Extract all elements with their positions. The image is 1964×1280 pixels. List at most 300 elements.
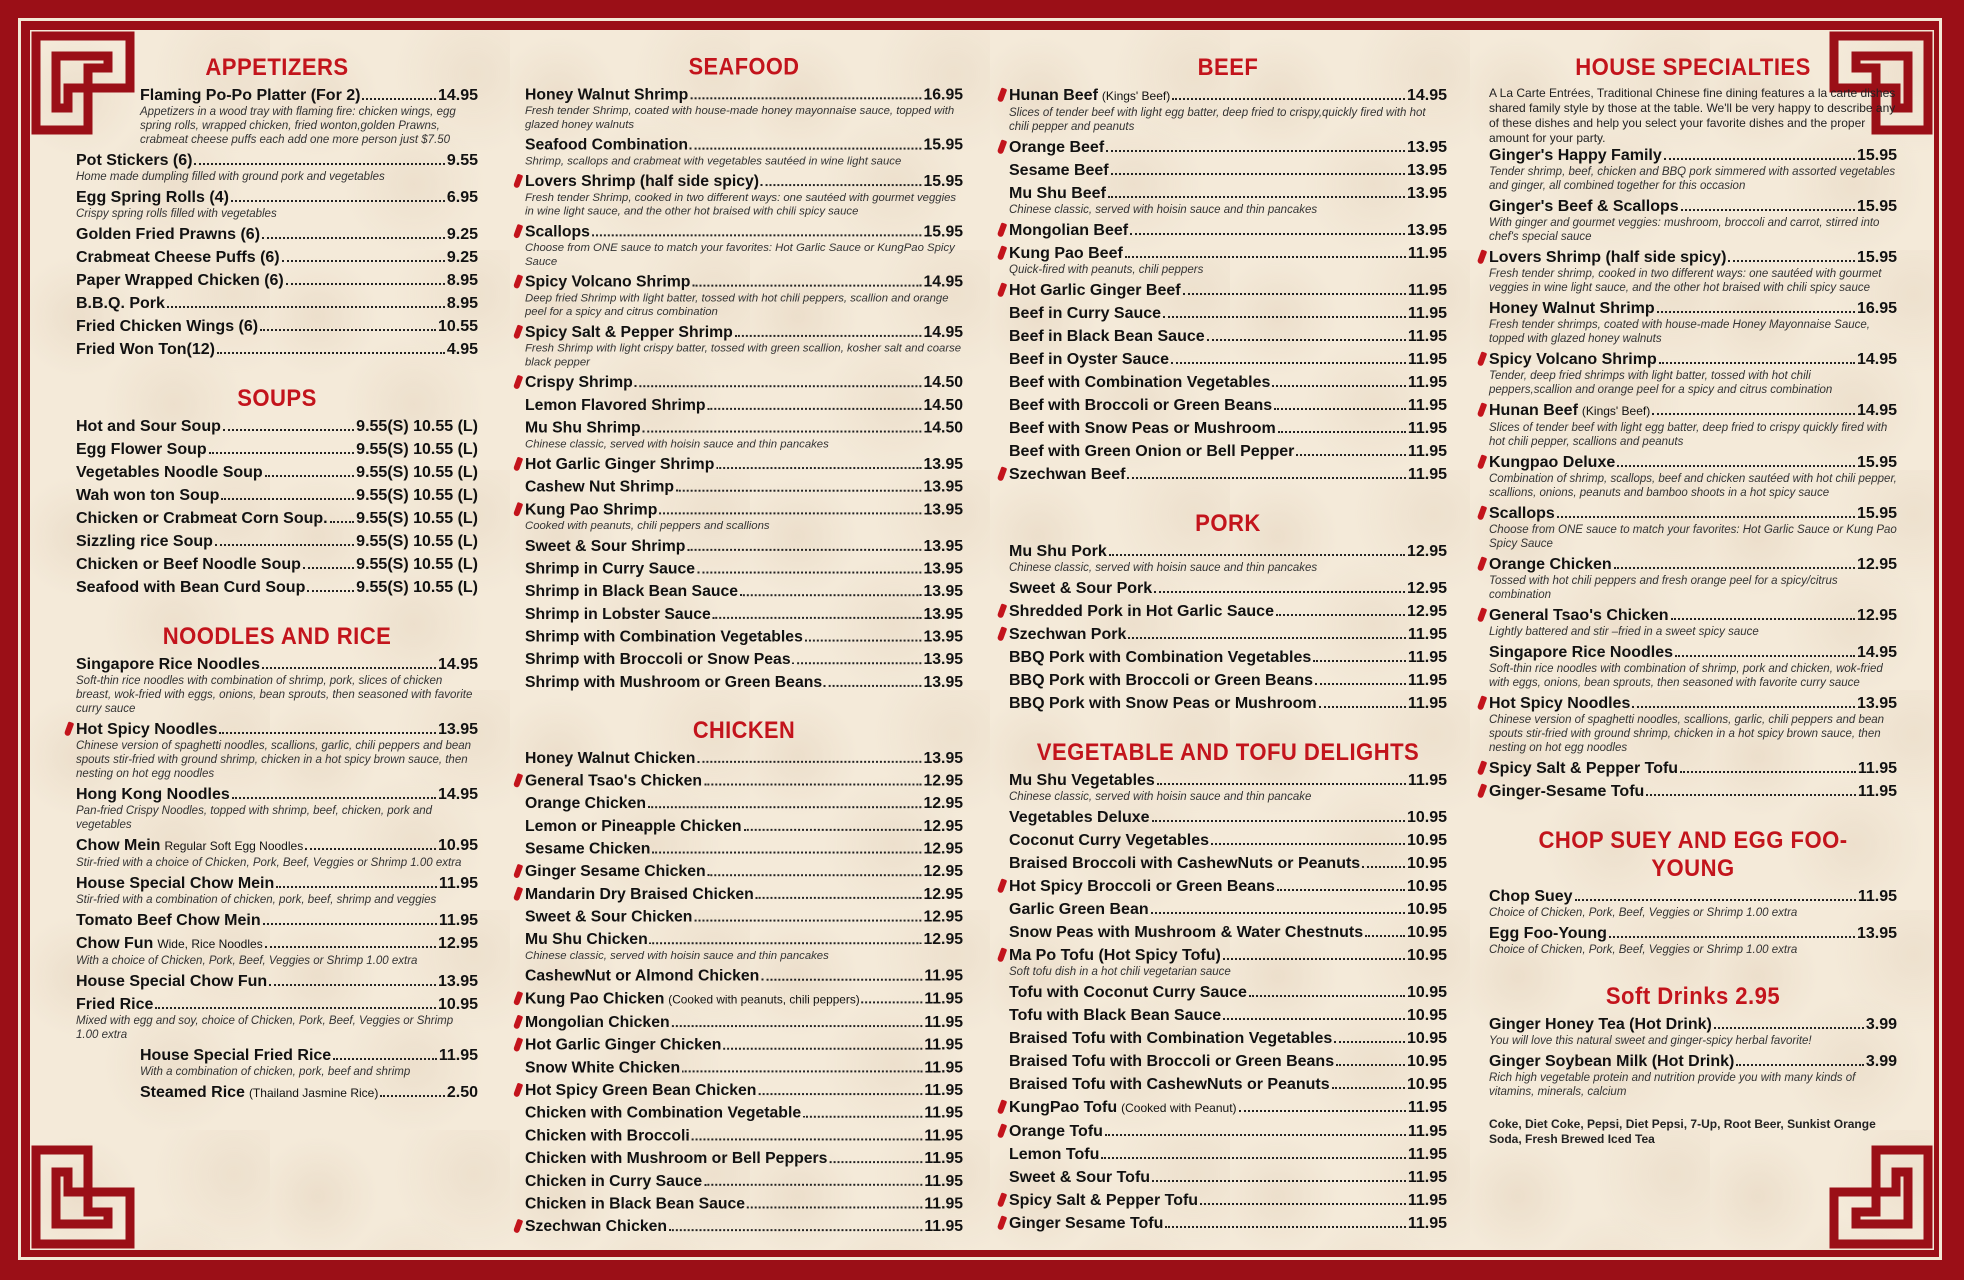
menu-item-price: 11.95 [924, 1036, 963, 1054]
menu-item-name: Beef in Curry Sauce [1009, 305, 1162, 322]
menu-item-name: Beef with Combination Vegetables [1009, 374, 1271, 391]
menu-item-row [1009, 579, 1447, 598]
section-title-vegetable-tofu: VEGETABLE AND TOFU DELIGHTS [1036, 739, 1420, 766]
menu-item-price: 11.95 [1407, 397, 1447, 414]
menu-item-name: Szechwan Chicken [525, 1218, 668, 1236]
menu-item-row [525, 85, 963, 104]
menu-item-row [525, 323, 963, 342]
dot-leader [263, 923, 437, 925]
dot-leader [303, 567, 354, 569]
menu-item-row [525, 501, 963, 520]
menu-item [76, 271, 478, 290]
menu-item-row [1009, 138, 1447, 157]
menu-item [1009, 1145, 1447, 1164]
menu-item [1009, 694, 1447, 713]
menu-item [1009, 877, 1447, 896]
dot-leader [1151, 912, 1405, 914]
menu-item-name: Tomato Beef Chow Mein [76, 912, 261, 929]
section-title-beef: BEEF [1197, 54, 1259, 81]
menu-item [1489, 759, 1897, 778]
menu-item-row [525, 885, 963, 904]
menu-item-name: Beef with Broccoli or Green Beans [1009, 397, 1273, 414]
menu-item [76, 509, 478, 528]
section-title-appetizers: APPETIZERS [205, 54, 349, 81]
menu-item-price: 10.95 [1406, 1030, 1447, 1047]
menu-item-price: 9.25 [446, 226, 478, 243]
dot-leader [1130, 233, 1405, 235]
menu-item-price: 14.95 [923, 273, 963, 291]
menu-item [525, 223, 963, 269]
menu-item-row [76, 578, 478, 597]
menu-item-name: Ginger's Beef & Scallops [1489, 198, 1679, 215]
menu-item-name: Steamed Rice [140, 1084, 245, 1101]
dot-leader [1277, 889, 1405, 891]
menu-item-row [1489, 350, 1897, 369]
dot-leader [1183, 293, 1406, 295]
menu-item-name: Orange Chicken [1489, 556, 1612, 573]
menu-item-description: Tender shrimp, beef, chicken and BBQ pork simmered with assorted vegetables and ginger, all combined together for this occasion [1489, 166, 1896, 192]
dot-leader [1714, 1027, 1864, 1029]
menu-item [1009, 854, 1447, 873]
menu-item-price: 14.95 [437, 786, 478, 803]
menu-item [1009, 1168, 1447, 1187]
menu-item-row [525, 862, 963, 881]
menu-item-price: 16.95 [1856, 300, 1897, 317]
menu-item [525, 1104, 963, 1123]
menu-item-price: 11.95 [924, 1172, 963, 1190]
menu-item-name: Kung Pao Shrimp [525, 501, 658, 519]
menu-item-description: Chinese classic, served with hoisin sauce and thin pancakes [525, 438, 829, 451]
menu-item-price: 11.95 [1407, 245, 1447, 262]
menu-item-description: Choose from ONE sauce to match your favorites: Hot Garlic Sauce or KungPao Spicy Sauce [525, 242, 955, 268]
menu-item-name: Beef in Oyster Sauce [1009, 351, 1170, 368]
dot-leader [1575, 899, 1856, 901]
menu-item [1009, 1075, 1447, 1094]
menu-item [1489, 924, 1897, 957]
menu-item-description: Combination of shrimp, scallops, beef and chicken sautéed with hot chili pepper, scallions, onions, peanuts and bamboo shoots in a hot spicy sauce [1489, 473, 1897, 499]
menu-item-row [525, 1217, 963, 1236]
menu-item-row [1009, 602, 1447, 621]
menu-item-name: Scallops [1489, 505, 1555, 522]
menu-item [1009, 281, 1447, 300]
menu-item-row [1489, 782, 1897, 801]
dot-leader [1657, 311, 1855, 313]
menu-item [1489, 197, 1897, 244]
menu-item [525, 560, 963, 579]
dot-leader [1646, 794, 1856, 796]
menu-item [76, 555, 478, 574]
menu-item-price: 12.95 [923, 795, 963, 813]
menu-item [1009, 419, 1447, 438]
menu-item-price: 10.95 [1406, 1053, 1447, 1070]
menu-item-note: (Cooked with Peanut) [1121, 1101, 1237, 1115]
menu-item-price: 11.95 [1857, 760, 1897, 777]
dot-leader [1223, 1018, 1405, 1020]
menu-item-description: Choice of Chicken, Pork, Beef, Veggies or Shrimp 1.00 extra [1489, 907, 1798, 919]
menu-item-name: House Special Chow Fun [76, 973, 268, 990]
menu-item-name: Szechwan Pork [1009, 626, 1127, 643]
menu-item-price: 9.55 [446, 152, 478, 169]
menu-item-row [1009, 244, 1447, 263]
menu-item [1009, 648, 1447, 667]
menu-item-price: 14.95 [437, 87, 478, 104]
section-title-soups: SOUPS [237, 385, 317, 412]
menu-item-name: Lemon or Pineapple Chicken [525, 818, 742, 835]
dot-leader [1276, 614, 1405, 616]
dot-leader [1105, 1134, 1406, 1136]
menu-item-price: 10.95 [1406, 984, 1447, 1001]
menu-item-row [76, 655, 478, 674]
menu-item-note: (Kings' Beef) [1101, 89, 1171, 103]
menu-item [76, 463, 478, 482]
menu-item [1009, 184, 1447, 217]
corner-key-pattern-icon [28, 1142, 138, 1252]
menu-item-price: 11.95 [1407, 672, 1447, 689]
menu-item-row [1009, 542, 1447, 561]
menu-item-description: Soft-thin rice noodles with combination of shrimp, pork and chicken, wok-fried with eggs, onions, bean sprouts, then seasoned with favorite curry sauce [1489, 663, 1883, 689]
menu-item-price: 11.95 [1407, 1169, 1447, 1186]
menu-item [1009, 602, 1447, 621]
menu-item-name: Braised Tofu with Combination Vegetables [1009, 1030, 1333, 1047]
menu-item [1489, 1052, 1897, 1099]
menu-item [525, 840, 963, 859]
menu-item [1009, 808, 1447, 827]
menu-item-row [76, 532, 478, 551]
menu-item-name: Spicy Salt & Pepper Shrimp [525, 324, 733, 341]
menu-item-name: Singapore Rice Noodles [76, 656, 261, 673]
dot-leader [1728, 260, 1855, 262]
menu-item [525, 1195, 963, 1214]
menu-item-price: 13.95 [1856, 925, 1897, 942]
dot-leader [723, 1048, 922, 1050]
menu-item-description: Slices of tender beef with light egg batter, deep fried to crispy,quickly fired with hot chili pepper and peanuts [1009, 107, 1426, 133]
menu-item-price: 3.99 [1865, 1053, 1897, 1070]
menu-item [525, 862, 963, 881]
menu-item [76, 911, 478, 930]
menu-item-description: Chinese classic, served with hoisin sauce and thin pancake [1009, 791, 1312, 803]
menu-item-row [1489, 1015, 1897, 1034]
menu-item-price: 13.95 [437, 973, 478, 990]
menu-item-row [76, 294, 478, 313]
menu-item [1009, 1006, 1447, 1025]
dot-leader [265, 475, 354, 477]
menu-item-price: 10.95 [1406, 901, 1447, 918]
menu-item-price: 11.95 [924, 1195, 963, 1213]
dot-leader [260, 329, 436, 331]
column-3 [1009, 50, 1447, 1237]
menu-item [1489, 782, 1897, 801]
dot-leader [262, 667, 436, 669]
menu-item [525, 537, 963, 556]
menu-item-price: 15.95 [1856, 505, 1897, 522]
dot-leader [1127, 477, 1405, 479]
menu-item-name: Mongolian Beef [1009, 222, 1129, 239]
menu-item-description: Fresh tender Shrimp, coated with house-made honey mayonnaise sauce, topped with glazed honey walnuts [525, 105, 955, 131]
menu-item-price: 13.95 [923, 651, 963, 669]
menu-item [1009, 86, 1447, 134]
dot-leader [1239, 1110, 1406, 1112]
menu-item-price: 13.95 [1406, 139, 1447, 156]
menu-item [525, 419, 963, 452]
menu-item-name: Hot Garlic Ginger Beef [1009, 282, 1181, 299]
menu-item-name: Shrimp in Black Bean Sauce [525, 583, 739, 601]
menu-item-row [1009, 396, 1447, 415]
menu-item [76, 340, 478, 359]
menu-item-row [525, 537, 963, 556]
menu-item-row [140, 86, 478, 105]
menu-item-row [1009, 831, 1447, 850]
menu-item-row [76, 188, 478, 207]
dot-leader [708, 408, 922, 410]
corner-key-pattern-icon [1826, 1142, 1936, 1252]
menu-item [76, 720, 478, 781]
section-title-chop-suey: CHOP SUEY AND EGG FOO-YOUNG [1538, 827, 1848, 882]
menu-item-price: 12.95 [923, 931, 963, 949]
menu-item-price: 11.95 [1407, 443, 1447, 460]
menu-item-price: 11.95 [1407, 351, 1447, 368]
menu-item-row [76, 463, 478, 482]
dot-leader [1125, 256, 1406, 258]
menu-item-name: BBQ Pork with Broccoli or Green Beans [1009, 672, 1314, 689]
menu-item-row [1009, 854, 1447, 873]
menu-item-row [76, 271, 478, 290]
menu-item [1009, 1214, 1447, 1233]
menu-item-row [140, 1046, 478, 1065]
dot-leader [803, 1116, 922, 1118]
menu-item-row [525, 419, 963, 438]
menu-item-name: Spicy Volcano Shrimp [525, 273, 691, 291]
menu-item-row [525, 223, 963, 242]
menu-item [525, 885, 963, 904]
menu-item-name: Snow White Chicken [525, 1059, 681, 1077]
menu-item [525, 373, 963, 392]
dot-leader [1154, 591, 1405, 593]
menu-item-name: Mu Shu Chicken [525, 931, 648, 949]
dot-leader [1111, 173, 1405, 175]
dot-leader [1172, 98, 1405, 100]
menu-item-name: Mu Shu Pork [1009, 543, 1107, 560]
menu-item-row [1009, 1214, 1447, 1233]
dot-leader [380, 1095, 445, 1097]
menu-item-price: 12.95 [1406, 603, 1447, 620]
menu-item [1489, 555, 1897, 602]
menu-item [525, 817, 963, 836]
menu-item [1009, 138, 1447, 157]
menu-item-price: 9.25 [446, 249, 478, 266]
menu-item-row [1009, 465, 1447, 484]
menu-item-name: General Tsao's Chicken [1489, 607, 1669, 624]
menu-item-name: Seafood with Bean Curd Soup [76, 579, 306, 596]
dot-leader [1249, 995, 1405, 997]
menu-item-price: 9.55(S) 10.55 (L) [356, 418, 478, 435]
menu-item-row [76, 785, 478, 804]
menu-item-price: 12.95 [923, 772, 963, 790]
menu-item-price: 10.95 [1406, 832, 1447, 849]
menu-item-price: 11.95 [1407, 1192, 1447, 1209]
menu-item-row [1489, 146, 1897, 165]
dot-leader [1617, 465, 1855, 467]
menu-item-name: Shrimp in Lobster Sauce [525, 606, 711, 623]
menu-item-price: 11.95 [924, 1059, 963, 1077]
menu-item-row [525, 628, 963, 647]
menu-item [525, 501, 963, 534]
dot-leader [1152, 1180, 1406, 1182]
menu-item-row [1489, 606, 1897, 625]
dot-leader [1336, 1064, 1405, 1066]
menu-item-price: 15.95 [923, 173, 963, 190]
section-title-soft-drinks: Soft Drinks 2.95 [1605, 983, 1781, 1010]
menu-item-price: 11.95 [1407, 1215, 1447, 1232]
menu-item-price: 8.95 [446, 272, 478, 289]
menu-item-description: Chinese classic, served with hoisin sauce and thin pancakes [525, 950, 829, 962]
menu-item-name: Chow Fun [76, 935, 154, 952]
menu-item-name: Shrimp in Curry Sauce [525, 560, 696, 578]
dot-leader [276, 886, 437, 888]
dot-leader [307, 590, 354, 592]
dot-leader [262, 237, 445, 239]
menu-item [1009, 304, 1447, 323]
menu-item-name: Scallops [525, 223, 590, 241]
menu-item-row [1489, 299, 1897, 318]
menu-item [76, 995, 478, 1042]
menu-item-row [1489, 643, 1897, 662]
menu-item-row [525, 1195, 963, 1214]
menu-item [1489, 1015, 1897, 1048]
menu-item-name: House Special Chow Mein [76, 875, 275, 892]
menu-item-name: Hot and Sour Soup [76, 418, 221, 435]
menu-item [1009, 831, 1447, 850]
menu-item-row [525, 478, 963, 497]
dot-leader [643, 431, 922, 433]
menu-item-row [76, 995, 478, 1014]
menu-item-row [1009, 1098, 1447, 1118]
menu-item-row [525, 560, 963, 579]
menu-item-name: Braised Tofu with CashewNuts or Peanuts [1009, 1076, 1330, 1093]
dot-leader [829, 1161, 922, 1163]
dot-leader [1557, 516, 1855, 518]
menu-item-name: Crabmeat Cheese Puffs (6) [76, 249, 280, 266]
menu-item [76, 836, 478, 870]
menu-item-description: Stir-fried with a choice of Chicken, Pork, Beef, Veggies or Shrimp 1.00 extra [76, 857, 462, 869]
menu-item-name: Beef with Snow Peas or Mushroom [1009, 420, 1276, 437]
menu-item-row [1489, 759, 1897, 778]
menu-item-name: Sesame Beef [1009, 162, 1109, 179]
menu-item-price: 11.95 [924, 1218, 963, 1236]
menu-item-price: 15.95 [923, 223, 963, 241]
menu-item-name: Hot Garlic Ginger Shrimp [525, 456, 715, 473]
menu-item-name: Sweet & Sour Tofu [1009, 1169, 1151, 1186]
menu-item-price: 10.95 [1406, 947, 1447, 964]
menu-item-row [1009, 771, 1447, 790]
dot-leader [1680, 771, 1856, 773]
menu-item-row [1489, 401, 1897, 421]
dot-leader [221, 498, 354, 500]
menu-item-name: Seafood Combination [525, 136, 688, 154]
dot-leader [1675, 655, 1855, 657]
menu-item-row [525, 990, 963, 1010]
menu-item-name: Tofu with Coconut Curry Sauce [1009, 984, 1247, 1001]
menu-item-description: Pan-fried Crispy Noodles, topped with shrimp, beef, chicken, pork and vegetables [76, 805, 433, 831]
dot-leader [1632, 706, 1855, 708]
menu-item [1009, 327, 1447, 346]
menu-item-price: 12.95 [437, 935, 478, 952]
dot-leader [1157, 783, 1406, 785]
dot-leader [635, 385, 922, 387]
menu-item-price: 11.95 [924, 1127, 963, 1145]
dot-leader [1362, 866, 1405, 868]
menu-item [1009, 161, 1447, 180]
menu-item-description: Soft-thin rice noodles with combination of shrimp, pork, slices of chicken breast, wok-fried with eggs, onions, bean sprouts, then seasoned with favorite curry sauce [76, 675, 473, 715]
menu-item-price: 13.95 [923, 538, 963, 555]
menu-item-price: 12.95 [1856, 556, 1897, 573]
menu-item-description: Choose from ONE sauce to match your favorites: Hot Garlic Sauce or Kung Pao Spicy Sauce [1489, 524, 1897, 550]
menu-item [76, 578, 478, 597]
menu-item-row [1009, 221, 1447, 240]
menu-item-row [525, 373, 963, 392]
menu-item-price: 11.95 [924, 1104, 963, 1122]
dot-leader [1365, 935, 1405, 937]
menu-item [525, 1036, 963, 1055]
section-title-pork: PORK [1195, 510, 1261, 537]
menu-item-description: Quick-fired with peanuts, chili peppers [1009, 264, 1204, 276]
menu-item-note: (Kings' Beef) [1581, 404, 1651, 418]
menu-item-description: Chinese version of spaghetti noodles, scallions, garlic, chili peppers and bean spouts stir-fried with ground shrimp, chicken in a hot spicy brown sauce, then nesting on hot egg noodles [76, 740, 472, 780]
menu-item-name: Sweet & Sour Shrimp [525, 538, 686, 555]
menu-item-price: 11.95 [438, 875, 478, 892]
dot-leader [756, 897, 922, 899]
menu-item [525, 1013, 963, 1032]
dot-leader [694, 920, 921, 922]
menu-item-row [1489, 248, 1897, 267]
dot-leader [692, 1138, 923, 1140]
menu-item [525, 990, 963, 1010]
dot-leader [265, 946, 436, 948]
menu-item [525, 1127, 963, 1146]
dot-leader [743, 829, 921, 831]
menu-item-name: Chop Suey [1489, 888, 1573, 905]
menu-item-description: Chinese version of spaghetti noodles, scallions, garlic, chili peppers and bean spouts stir-fried with ground shrimp, chicken in a hot spicy brown sauce, then nesting on hot egg noodles [1489, 714, 1885, 754]
menu-item-name: KungPao Tofu [1009, 1099, 1118, 1116]
dot-leader [650, 942, 922, 944]
dot-leader [1108, 196, 1405, 198]
menu-item [525, 1217, 963, 1236]
menu-item-row [1489, 694, 1897, 713]
menu-item-row [525, 908, 963, 927]
menu-item-row [1009, 1191, 1447, 1210]
menu-item-row [76, 874, 478, 893]
menu-item-price: 14.95 [923, 324, 963, 341]
menu-item-description: Tender, deep fried shrimps with light batter, tossed with hot chili peppers,scallion and orange peel for a spicy and citrus combination [1489, 370, 1833, 396]
dot-leader [1171, 362, 1406, 364]
dot-leader [1736, 1064, 1864, 1066]
menu-item-description: Slices of tender beef with light egg batter, deep fried to crispy quickly fired with hot chili pepper, scallions and peanuts [1489, 422, 1888, 448]
menu-item-price: 10.55 [437, 318, 478, 335]
menu-item-name: Vegetables Deluxe [1009, 809, 1150, 826]
dot-leader [286, 283, 445, 285]
menu-item [76, 151, 478, 184]
menu-item-name: Shrimp with Broccoli or Snow Peas [525, 651, 791, 669]
menu-item [76, 934, 478, 968]
menu-item-name: Sweet & Sour Chicken [525, 908, 693, 926]
menu-item-name: Kungpao Deluxe [1489, 454, 1616, 471]
menu-item-name: Fried Won Ton(12) [76, 341, 215, 358]
menu-item-name: Mandarin Dry Braised Chicken [525, 886, 754, 903]
dot-leader [747, 1206, 922, 1208]
dot-leader [1659, 362, 1855, 364]
dot-leader [704, 1184, 922, 1186]
menu-item [1489, 887, 1897, 920]
menu-item-price: 11.95 [924, 967, 963, 985]
